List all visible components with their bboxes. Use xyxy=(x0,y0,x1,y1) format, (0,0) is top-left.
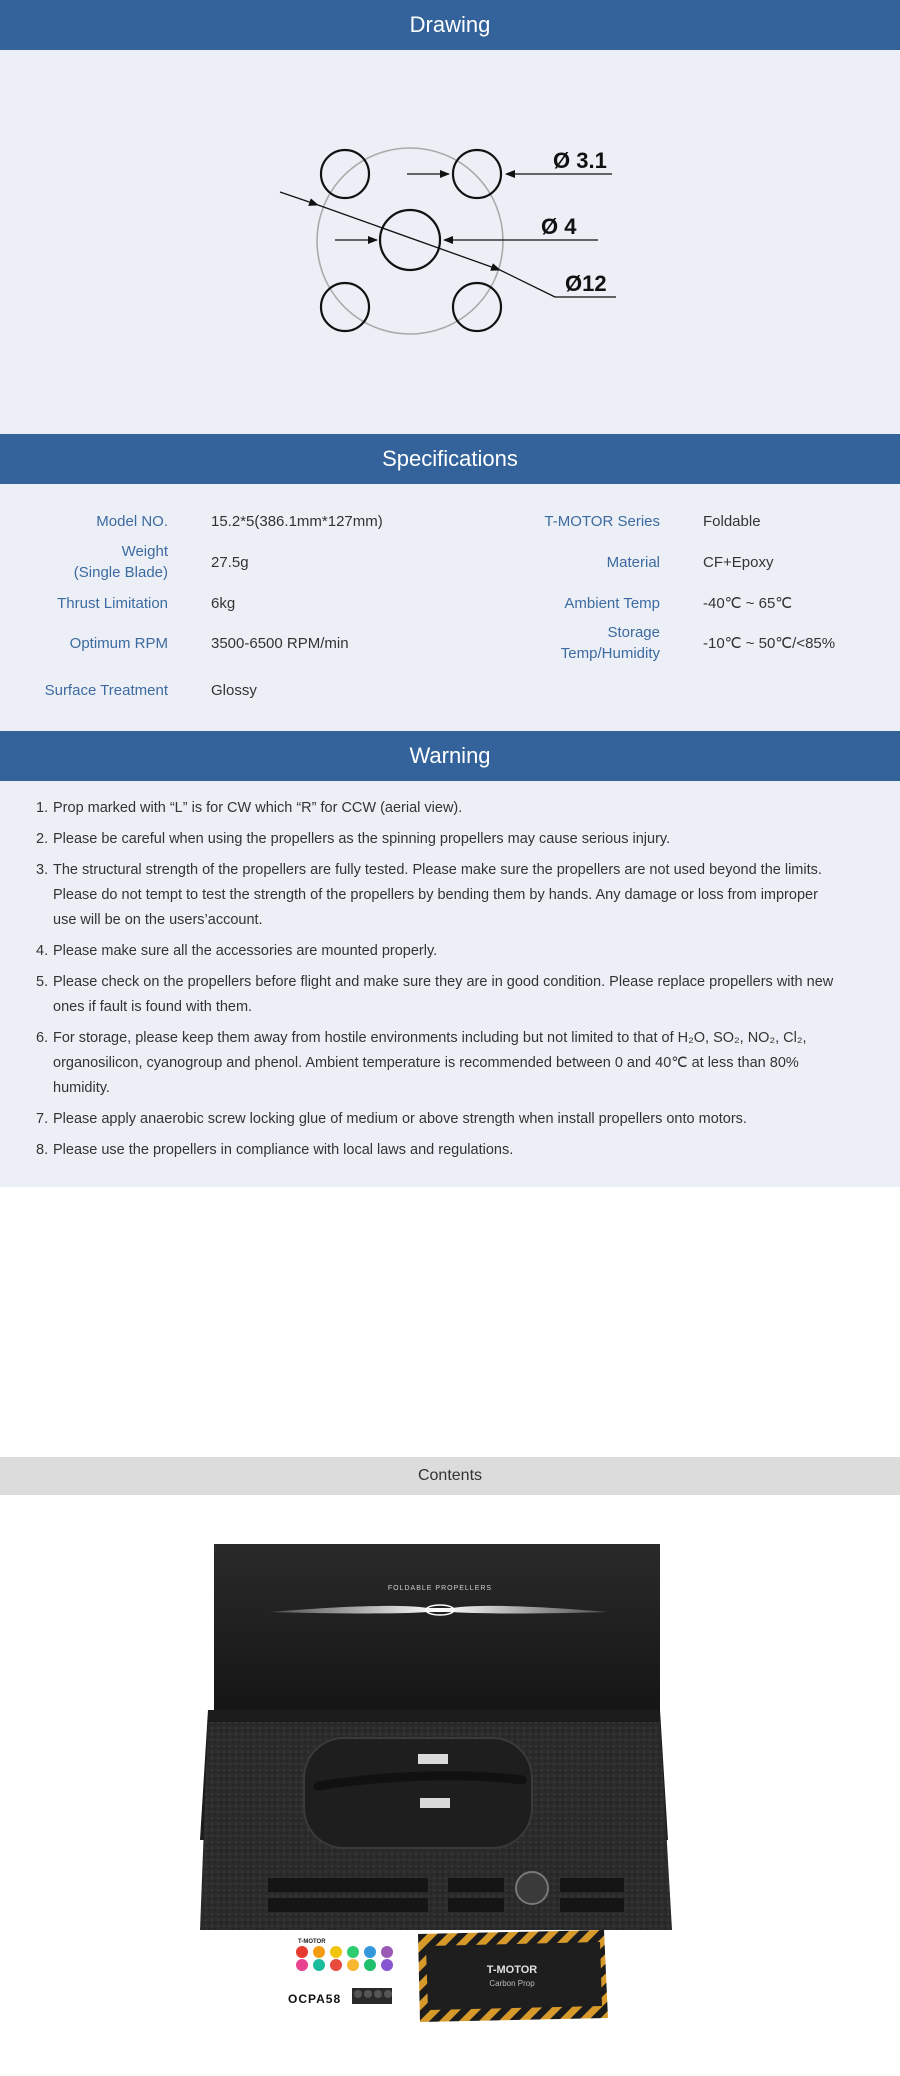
sticker-dot xyxy=(296,1946,308,1958)
spec-label-material: Material xyxy=(606,554,660,571)
sticker-dot xyxy=(381,1959,393,1971)
spec-value-series: Foldable xyxy=(703,513,761,530)
color-sticker-sheet xyxy=(292,1934,408,1974)
sticker-brand: T-MOTOR xyxy=(298,1939,326,1945)
spec-label-storage-line2: Temp/Humidity xyxy=(560,645,660,662)
spec-label-weight xyxy=(20,541,168,583)
spec-label-series: T-MOTOR Series xyxy=(544,513,660,530)
dim-center-label: Ø 4 xyxy=(541,214,577,239)
card-subtitle: Carbon Prop xyxy=(489,1979,535,1988)
sticker-dot xyxy=(296,1959,308,1971)
spec-value-model: 15.2*5(386.1mm*127mm) xyxy=(211,513,383,530)
drawing-panel xyxy=(0,50,900,434)
spec-label-storage-line1: Storage xyxy=(607,624,660,641)
warning-item xyxy=(36,970,836,1020)
warning-item-text: Please check on the propellers before flight and make sure they are in good condition. Please replace propellers with new ones if fault is found with them. xyxy=(53,974,834,1015)
spec-label-weight-line2: (Single Blade) xyxy=(73,564,168,581)
warning-header xyxy=(0,731,900,781)
drawing-header xyxy=(0,0,900,50)
dim-small-label: Ø 3.1 xyxy=(553,148,607,173)
warning-item-text: The structural strength of the propellers are fully tested. Please make sure the propellers are not used beyond the limits. Please do not tempt to test the strength of the propellers by bending them by hands. Any damage or loss from improper use will be on the users’account. xyxy=(53,862,822,928)
warning-item xyxy=(36,939,836,964)
contents-photo xyxy=(0,1510,900,2070)
warning-list xyxy=(36,796,836,1169)
warning-title: Warning xyxy=(409,743,491,768)
specifications-title: Specifications xyxy=(382,446,518,471)
dim-circle-label: Ø12 xyxy=(565,271,607,296)
warning-item-number: 1. xyxy=(36,800,49,816)
spec-label-model: Model NO. xyxy=(96,513,168,530)
warning-item-number: 2. xyxy=(36,831,49,847)
specifications-panel xyxy=(0,484,900,731)
spec-label-rpm: Optimum RPM xyxy=(69,635,168,652)
spec-value-ambient: -40℃ ~ 65℃ xyxy=(703,595,793,612)
foam-tray xyxy=(200,1722,672,1930)
spec-label-weight-line1: Weight xyxy=(121,543,168,560)
sticker-dot xyxy=(330,1959,342,1971)
spec-value-material: CF+Epoxy xyxy=(703,554,774,571)
warning-item xyxy=(36,1107,836,1132)
sticker-dot xyxy=(347,1959,359,1971)
warning-item-text: Please be careful when using the propellers as the spinning propellers may cause serious injury. xyxy=(53,831,671,847)
warning-item-number: 4. xyxy=(36,943,49,959)
warning-item-number: 8. xyxy=(36,1142,49,1158)
warning-item-text: For storage, please keep them away from hostile environments including but not limited to that of H₂O, SO₂, NO₂, Cl₂, organosilicon, cyanogroup and phenol. Ambient temperature is recommended between 0 and 40℃ at less than 80% humidity. xyxy=(53,1030,807,1096)
hole-top-right xyxy=(453,150,501,198)
warning-item xyxy=(36,858,836,933)
warning-item-text: Please apply anaerobic screw locking glue of medium or above strength when install propellers onto motors. xyxy=(53,1111,747,1127)
specifications-header xyxy=(0,434,900,484)
sticker-dot xyxy=(313,1959,325,1971)
spec-label-storage xyxy=(480,622,660,664)
warning-item xyxy=(36,1138,836,1163)
center-hole xyxy=(380,210,440,270)
spec-label-surface: Surface Treatment xyxy=(44,682,168,699)
warning-item xyxy=(36,796,836,821)
sticker-dot xyxy=(313,1946,325,1958)
mounting-screws xyxy=(352,1988,392,2004)
warning-item-number: 5. xyxy=(36,974,49,990)
product-card xyxy=(418,1930,608,2022)
mount-hole-drawing xyxy=(0,50,900,434)
warning-item xyxy=(36,827,836,852)
contents-title: Contents xyxy=(417,1467,483,1484)
drawing-title: Drawing xyxy=(409,12,491,37)
spec-label-ambient: Ambient Temp xyxy=(564,595,660,612)
warning-item-number: 3. xyxy=(36,862,49,878)
sticker-dot xyxy=(364,1959,376,1971)
warning-item-text: Prop marked with “L” is for CW which “R” for CCW (aerial view). xyxy=(53,800,463,816)
spec-value-thrust: 6kg xyxy=(211,595,236,612)
sticker-dot xyxy=(364,1946,376,1958)
spec-value-surface: Glossy xyxy=(211,682,257,699)
hole-bottom-right xyxy=(453,283,501,331)
sticker-dot xyxy=(347,1946,359,1958)
sticker-dot xyxy=(330,1946,342,1958)
card-brand: T-MOTOR xyxy=(486,1964,538,1976)
box-label: FOLDABLE PROPELLERS xyxy=(387,1585,493,1592)
contents-header xyxy=(0,1457,900,1495)
bag-label: OCPA58 xyxy=(288,1992,342,2006)
warning-item-number: 6. xyxy=(36,1030,49,1046)
spec-label-thrust: Thrust Limitation xyxy=(57,595,168,612)
warning-item-text: Please make sure all the accessories are mounted properly. xyxy=(53,943,438,959)
spec-value-storage: -10℃ ~ 50℃/<85% xyxy=(703,635,836,652)
sticker-dot xyxy=(381,1946,393,1958)
warning-item-text: Please use the propellers in compliance with local laws and regulations. xyxy=(53,1142,514,1158)
warning-item-number: 7. xyxy=(36,1111,49,1127)
bolt-circle xyxy=(317,148,503,334)
warning-item xyxy=(36,1026,836,1101)
spec-value-weight: 27.5g xyxy=(211,554,249,571)
spec-value-rpm: 3500-6500 RPM/min xyxy=(211,635,349,652)
